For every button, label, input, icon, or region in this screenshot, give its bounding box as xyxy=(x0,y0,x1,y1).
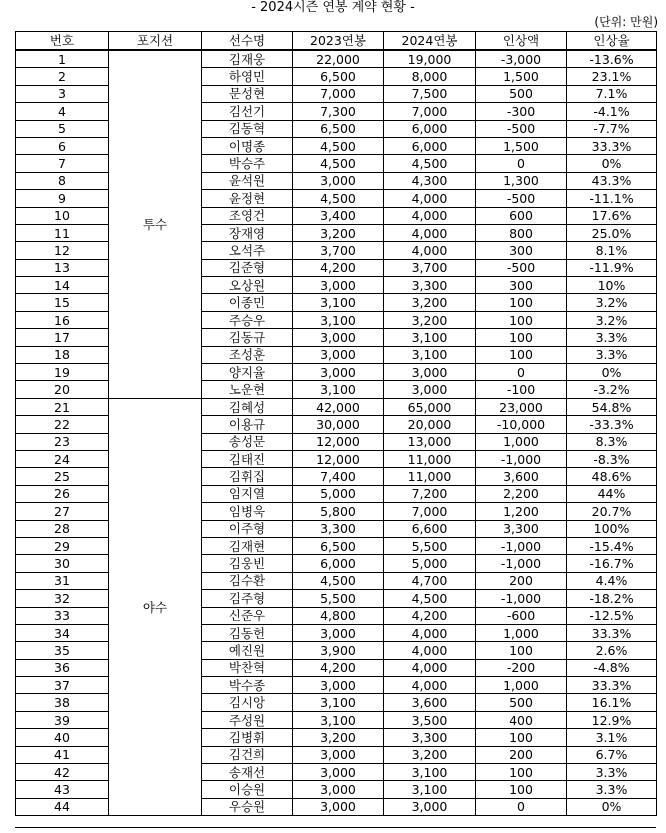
cell-player-name: 김태진 xyxy=(202,450,293,467)
cell-increase-rate: -7.7% xyxy=(567,120,657,137)
cell-salary-2023: 6,500 xyxy=(293,120,384,137)
cell-salary-2024: 3,300 xyxy=(384,729,476,746)
cell-salary-2024: 6,000 xyxy=(384,120,476,137)
cell-salary-2023: 4,500 xyxy=(293,572,384,589)
cell-increase-rate: 0% xyxy=(567,798,657,815)
cell-player-name: 양지율 xyxy=(202,364,293,381)
cell-number: 40 xyxy=(16,729,109,746)
cell-salary-2024: 19,000 xyxy=(384,50,476,68)
cell-player-name: 김웅빈 xyxy=(202,555,293,572)
cell-player-name: 장재영 xyxy=(202,224,293,241)
cell-increase-amount: 1,200 xyxy=(476,503,567,520)
cell-player-name: 윤정현 xyxy=(202,190,293,207)
cell-player-name: 윤석원 xyxy=(202,172,293,189)
cell-increase-rate: -4.1% xyxy=(567,103,657,120)
cell-increase-rate: 3.2% xyxy=(567,294,657,311)
cell-player-name: 이용규 xyxy=(202,416,293,433)
cell-increase-rate: 16.1% xyxy=(567,694,657,711)
cell-salary-2024: 3,200 xyxy=(384,311,476,328)
cell-increase-rate: -4.8% xyxy=(567,659,657,676)
cell-number: 34 xyxy=(16,624,109,641)
cell-increase-amount: 1,000 xyxy=(476,677,567,694)
cell-salary-2024: 3,700 xyxy=(384,259,476,276)
cell-salary-2024: 3,100 xyxy=(384,764,476,781)
cell-number: 17 xyxy=(16,329,109,346)
cell-player-name: 김시앙 xyxy=(202,694,293,711)
cell-number: 16 xyxy=(16,311,109,328)
cell-increase-rate: 8.1% xyxy=(567,242,657,259)
cell-player-name: 김혜성 xyxy=(202,398,293,415)
cell-increase-amount: 23,000 xyxy=(476,398,567,415)
cell-increase-rate: 7.1% xyxy=(567,85,657,102)
cell-salary-2023: 4,800 xyxy=(293,607,384,624)
cell-increase-amount: 100 xyxy=(476,781,567,798)
cell-increase-rate: -12.5% xyxy=(567,607,657,624)
cell-increase-rate: 43.3% xyxy=(567,172,657,189)
footer-divider xyxy=(15,827,656,828)
cell-number: 35 xyxy=(16,642,109,659)
cell-increase-rate: 33.3% xyxy=(567,137,657,154)
cell-increase-rate: 3.3% xyxy=(567,329,657,346)
cell-player-name: 주성원 xyxy=(202,711,293,728)
cell-increase-amount: -200 xyxy=(476,659,567,676)
cell-salary-2024: 3,000 xyxy=(384,798,476,815)
cell-increase-amount: 1,000 xyxy=(476,624,567,641)
cell-increase-amount: 100 xyxy=(476,329,567,346)
cell-increase-rate: -16.7% xyxy=(567,555,657,572)
cell-salary-2023: 6,500 xyxy=(293,537,384,554)
cell-salary-2023: 3,000 xyxy=(293,798,384,815)
cell-salary-2023: 3,100 xyxy=(293,694,384,711)
cell-player-name: 이명종 xyxy=(202,137,293,154)
cell-player-name: 하영민 xyxy=(202,68,293,85)
cell-salary-2024: 4,000 xyxy=(384,642,476,659)
cell-increase-rate: 10% xyxy=(567,277,657,294)
cell-number: 38 xyxy=(16,694,109,711)
cell-increase-amount: 100 xyxy=(476,729,567,746)
cell-player-name: 김동헌 xyxy=(202,624,293,641)
cell-salary-2023: 3,100 xyxy=(293,294,384,311)
cell-salary-2024: 4,500 xyxy=(384,155,476,172)
cell-salary-2024: 3,200 xyxy=(384,294,476,311)
table-body xyxy=(16,50,657,816)
cell-number: 6 xyxy=(16,137,109,154)
cell-number: 7 xyxy=(16,155,109,172)
cell-increase-amount: 500 xyxy=(476,85,567,102)
cell-increase-amount: -500 xyxy=(476,259,567,276)
cell-increase-amount: 1,500 xyxy=(476,137,567,154)
cell-number: 33 xyxy=(16,607,109,624)
cell-salary-2023: 4,500 xyxy=(293,190,384,207)
cell-number: 37 xyxy=(16,677,109,694)
cell-salary-2023: 3,000 xyxy=(293,364,384,381)
cell-increase-amount: 1,300 xyxy=(476,172,567,189)
cell-number: 22 xyxy=(16,416,109,433)
header-player-name: 선수명 xyxy=(202,32,293,51)
cell-increase-amount: 300 xyxy=(476,277,567,294)
cell-salary-2023: 6,500 xyxy=(293,68,384,85)
cell-salary-2023: 3,100 xyxy=(293,311,384,328)
cell-number: 21 xyxy=(16,398,109,415)
cell-salary-2023: 3,000 xyxy=(293,624,384,641)
cell-salary-2023: 4,500 xyxy=(293,137,384,154)
page-title: - 2024시즌 연봉 계약 현황 - xyxy=(251,0,415,15)
header-increase-amount: 인상액 xyxy=(476,32,567,51)
cell-salary-2023: 3,100 xyxy=(293,711,384,728)
cell-increase-amount: 3,300 xyxy=(476,520,567,537)
cell-number: 1 xyxy=(16,50,109,68)
table-header-row xyxy=(16,32,657,51)
cell-increase-rate: 20.7% xyxy=(567,503,657,520)
cell-player-name: 이종민 xyxy=(202,294,293,311)
cell-number: 43 xyxy=(16,781,109,798)
cell-increase-amount: -300 xyxy=(476,103,567,120)
cell-salary-2024: 4,000 xyxy=(384,659,476,676)
cell-increase-rate: 2.6% xyxy=(567,642,657,659)
cell-salary-2024: 4,000 xyxy=(384,190,476,207)
cell-increase-amount: 100 xyxy=(476,642,567,659)
cell-player-name: 김동규 xyxy=(202,329,293,346)
cell-increase-rate: 8.3% xyxy=(567,433,657,450)
cell-player-name: 김수환 xyxy=(202,572,293,589)
cell-salary-2024: 3,100 xyxy=(384,346,476,363)
cell-increase-amount: 600 xyxy=(476,207,567,224)
cell-salary-2023: 4,500 xyxy=(293,155,384,172)
cell-number: 29 xyxy=(16,537,109,554)
cell-increase-amount: 300 xyxy=(476,242,567,259)
cell-player-name: 김주형 xyxy=(202,590,293,607)
cell-salary-2023: 22,000 xyxy=(293,50,384,68)
cell-salary-2024: 6,600 xyxy=(384,520,476,537)
cell-salary-2024: 4,000 xyxy=(384,242,476,259)
cell-number: 9 xyxy=(16,190,109,207)
cell-increase-amount: -1,000 xyxy=(476,537,567,554)
cell-salary-2023: 3,000 xyxy=(293,746,384,763)
cell-number: 23 xyxy=(16,433,109,450)
cell-salary-2024: 3,300 xyxy=(384,277,476,294)
cell-player-name: 예진원 xyxy=(202,642,293,659)
cell-salary-2024: 3,100 xyxy=(384,329,476,346)
cell-salary-2023: 30,000 xyxy=(293,416,384,433)
cell-increase-amount: -1,000 xyxy=(476,590,567,607)
cell-increase-rate: 44% xyxy=(567,485,657,502)
cell-increase-amount: -10,000 xyxy=(476,416,567,433)
cell-player-name: 김재현 xyxy=(202,537,293,554)
cell-player-name: 이승원 xyxy=(202,781,293,798)
cell-increase-rate: 48.6% xyxy=(567,468,657,485)
cell-increase-rate: 33.3% xyxy=(567,677,657,694)
cell-salary-2023: 42,000 xyxy=(293,398,384,415)
cell-player-name: 조영건 xyxy=(202,207,293,224)
header-increase-rate: 인상율 xyxy=(567,32,657,51)
cell-salary-2024: 3,000 xyxy=(384,381,476,398)
cell-player-name: 오상원 xyxy=(202,277,293,294)
cell-increase-amount: 0 xyxy=(476,798,567,815)
unit-label: (단위: 만원) xyxy=(594,15,658,29)
cell-player-name: 김준형 xyxy=(202,259,293,276)
cell-increase-amount: -600 xyxy=(476,607,567,624)
cell-number: 39 xyxy=(16,711,109,728)
cell-increase-amount: 400 xyxy=(476,711,567,728)
cell-salary-2023: 3,000 xyxy=(293,346,384,363)
cell-increase-rate: -11.1% xyxy=(567,190,657,207)
cell-increase-rate: -8.3% xyxy=(567,450,657,467)
cell-number: 26 xyxy=(16,485,109,502)
cell-increase-amount: 200 xyxy=(476,572,567,589)
cell-player-name: 김휘집 xyxy=(202,468,293,485)
cell-salary-2023: 3,900 xyxy=(293,642,384,659)
cell-increase-rate: 3.3% xyxy=(567,781,657,798)
cell-increase-rate: 0% xyxy=(567,364,657,381)
cell-number: 15 xyxy=(16,294,109,311)
cell-salary-2023: 3,000 xyxy=(293,677,384,694)
cell-salary-2024: 4,000 xyxy=(384,624,476,641)
cell-increase-rate: 23.1% xyxy=(567,68,657,85)
cell-increase-rate: -15.4% xyxy=(567,537,657,554)
cell-salary-2023: 5,800 xyxy=(293,503,384,520)
cell-player-name: 문성현 xyxy=(202,85,293,102)
cell-player-name: 주승우 xyxy=(202,311,293,328)
cell-increase-rate: -11.9% xyxy=(567,259,657,276)
cell-salary-2024: 7,000 xyxy=(384,103,476,120)
cell-number: 32 xyxy=(16,590,109,607)
cell-player-name: 송재선 xyxy=(202,764,293,781)
cell-number: 14 xyxy=(16,277,109,294)
cell-salary-2023: 3,200 xyxy=(293,224,384,241)
cell-number: 3 xyxy=(16,85,109,102)
cell-salary-2023: 5,000 xyxy=(293,485,384,502)
cell-number: 24 xyxy=(16,450,109,467)
cell-salary-2023: 4,200 xyxy=(293,259,384,276)
cell-increase-amount: 1,000 xyxy=(476,433,567,450)
cell-salary-2024: 4,000 xyxy=(384,677,476,694)
cell-salary-2024: 8,000 xyxy=(384,68,476,85)
cell-salary-2024: 7,200 xyxy=(384,485,476,502)
table-row xyxy=(16,398,657,415)
cell-salary-2023: 4,200 xyxy=(293,659,384,676)
cell-number: 36 xyxy=(16,659,109,676)
cell-number: 5 xyxy=(16,120,109,137)
cell-number: 41 xyxy=(16,746,109,763)
cell-increase-amount: -1,000 xyxy=(476,450,567,467)
cell-salary-2024: 3,600 xyxy=(384,694,476,711)
cell-increase-rate: 0% xyxy=(567,155,657,172)
cell-number: 12 xyxy=(16,242,109,259)
cell-salary-2024: 4,500 xyxy=(384,590,476,607)
cell-position-group: 야수 xyxy=(109,398,202,815)
cell-number: 18 xyxy=(16,346,109,363)
cell-player-name: 조성훈 xyxy=(202,346,293,363)
cell-player-name: 박승주 xyxy=(202,155,293,172)
cell-salary-2024: 4,300 xyxy=(384,172,476,189)
header-salary-2024: 2024연봉 xyxy=(384,32,476,51)
cell-number: 4 xyxy=(16,103,109,120)
cell-salary-2023: 5,500 xyxy=(293,590,384,607)
cell-salary-2024: 11,000 xyxy=(384,450,476,467)
cell-player-name: 김재웅 xyxy=(202,50,293,68)
salary-contract-table xyxy=(15,31,657,816)
cell-salary-2023: 3,000 xyxy=(293,781,384,798)
cell-salary-2024: 65,000 xyxy=(384,398,476,415)
cell-number: 13 xyxy=(16,259,109,276)
cell-increase-rate: 33.3% xyxy=(567,624,657,641)
cell-number: 2 xyxy=(16,68,109,85)
cell-salary-2024: 3,000 xyxy=(384,364,476,381)
cell-increase-amount: -500 xyxy=(476,120,567,137)
cell-salary-2023: 3,200 xyxy=(293,729,384,746)
cell-salary-2024: 3,500 xyxy=(384,711,476,728)
cell-salary-2024: 3,100 xyxy=(384,781,476,798)
cell-salary-2023: 3,300 xyxy=(293,520,384,537)
cell-increase-amount: 100 xyxy=(476,764,567,781)
cell-salary-2024: 6,000 xyxy=(384,137,476,154)
cell-salary-2024: 13,000 xyxy=(384,433,476,450)
cell-increase-amount: 1,500 xyxy=(476,68,567,85)
cell-increase-rate: 54.8% xyxy=(567,398,657,415)
cell-number: 11 xyxy=(16,224,109,241)
cell-player-name: 오석주 xyxy=(202,242,293,259)
cell-increase-rate: 3.3% xyxy=(567,764,657,781)
cell-increase-rate: 17.6% xyxy=(567,207,657,224)
cell-salary-2024: 3,200 xyxy=(384,746,476,763)
cell-salary-2024: 4,000 xyxy=(384,224,476,241)
cell-salary-2023: 3,400 xyxy=(293,207,384,224)
cell-number: 10 xyxy=(16,207,109,224)
cell-increase-amount: 3,600 xyxy=(476,468,567,485)
cell-player-name: 송성문 xyxy=(202,433,293,450)
cell-number: 19 xyxy=(16,364,109,381)
header-salary-2023: 2023연봉 xyxy=(293,32,384,51)
cell-increase-amount: -3,000 xyxy=(476,50,567,68)
cell-player-name: 김병휘 xyxy=(202,729,293,746)
cell-player-name: 김선기 xyxy=(202,103,293,120)
cell-increase-amount: 800 xyxy=(476,224,567,241)
cell-increase-amount: 100 xyxy=(476,294,567,311)
cell-salary-2023: 3,000 xyxy=(293,329,384,346)
cell-number: 30 xyxy=(16,555,109,572)
cell-player-name: 신준우 xyxy=(202,607,293,624)
cell-increase-rate: -13.6% xyxy=(567,50,657,68)
cell-player-name: 김동혁 xyxy=(202,120,293,137)
cell-salary-2024: 7,000 xyxy=(384,503,476,520)
cell-salary-2023: 3,000 xyxy=(293,277,384,294)
cell-number: 28 xyxy=(16,520,109,537)
cell-increase-amount: 0 xyxy=(476,364,567,381)
cell-salary-2023: 3,100 xyxy=(293,381,384,398)
cell-increase-amount: -100 xyxy=(476,381,567,398)
cell-player-name: 임병욱 xyxy=(202,503,293,520)
cell-increase-amount: -500 xyxy=(476,190,567,207)
cell-salary-2024: 7,500 xyxy=(384,85,476,102)
cell-salary-2023: 7,000 xyxy=(293,85,384,102)
cell-number: 44 xyxy=(16,798,109,815)
cell-increase-amount: 100 xyxy=(476,346,567,363)
cell-increase-amount: 500 xyxy=(476,694,567,711)
cell-salary-2024: 20,000 xyxy=(384,416,476,433)
cell-salary-2024: 5,000 xyxy=(384,555,476,572)
cell-number: 20 xyxy=(16,381,109,398)
cell-salary-2023: 12,000 xyxy=(293,450,384,467)
cell-increase-rate: 3.3% xyxy=(567,346,657,363)
cell-increase-rate: 100% xyxy=(567,520,657,537)
cell-increase-rate: 3.1% xyxy=(567,729,657,746)
cell-player-name: 김건희 xyxy=(202,746,293,763)
cell-salary-2023: 7,400 xyxy=(293,468,384,485)
cell-increase-amount: 200 xyxy=(476,746,567,763)
cell-salary-2024: 5,500 xyxy=(384,537,476,554)
cell-number: 31 xyxy=(16,572,109,589)
cell-increase-rate: -3.2% xyxy=(567,381,657,398)
cell-salary-2024: 4,700 xyxy=(384,572,476,589)
cell-salary-2024: 4,000 xyxy=(384,207,476,224)
cell-salary-2023: 12,000 xyxy=(293,433,384,450)
cell-player-name: 노운현 xyxy=(202,381,293,398)
cell-player-name: 박수종 xyxy=(202,677,293,694)
cell-player-name: 박찬혁 xyxy=(202,659,293,676)
cell-salary-2023: 3,700 xyxy=(293,242,384,259)
cell-number: 25 xyxy=(16,468,109,485)
cell-salary-2023: 3,000 xyxy=(293,172,384,189)
cell-increase-rate: -33.3% xyxy=(567,416,657,433)
cell-player-name: 임지열 xyxy=(202,485,293,502)
cell-number: 42 xyxy=(16,764,109,781)
header-position: 포지션 xyxy=(109,32,202,51)
cell-salary-2023: 3,000 xyxy=(293,764,384,781)
cell-increase-rate: 4.4% xyxy=(567,572,657,589)
table-row xyxy=(16,50,657,68)
cell-salary-2024: 11,000 xyxy=(384,468,476,485)
cell-number: 27 xyxy=(16,503,109,520)
cell-salary-2023: 7,300 xyxy=(293,103,384,120)
cell-increase-rate: 3.2% xyxy=(567,311,657,328)
cell-increase-amount: 2,200 xyxy=(476,485,567,502)
cell-player-name: 우승원 xyxy=(202,798,293,815)
cell-position-group: 투수 xyxy=(109,50,202,398)
cell-salary-2024: 4,200 xyxy=(384,607,476,624)
cell-player-name: 이주형 xyxy=(202,520,293,537)
cell-salary-2023: 6,000 xyxy=(293,555,384,572)
header-number: 번호 xyxy=(16,32,109,51)
cell-increase-amount: 0 xyxy=(476,155,567,172)
cell-increase-rate: -18.2% xyxy=(567,590,657,607)
cell-increase-rate: 6.7% xyxy=(567,746,657,763)
cell-number: 8 xyxy=(16,172,109,189)
cell-increase-amount: -1,000 xyxy=(476,555,567,572)
cell-increase-rate: 25.0% xyxy=(567,224,657,241)
cell-increase-rate: 12.9% xyxy=(567,711,657,728)
cell-increase-amount: 100 xyxy=(476,311,567,328)
